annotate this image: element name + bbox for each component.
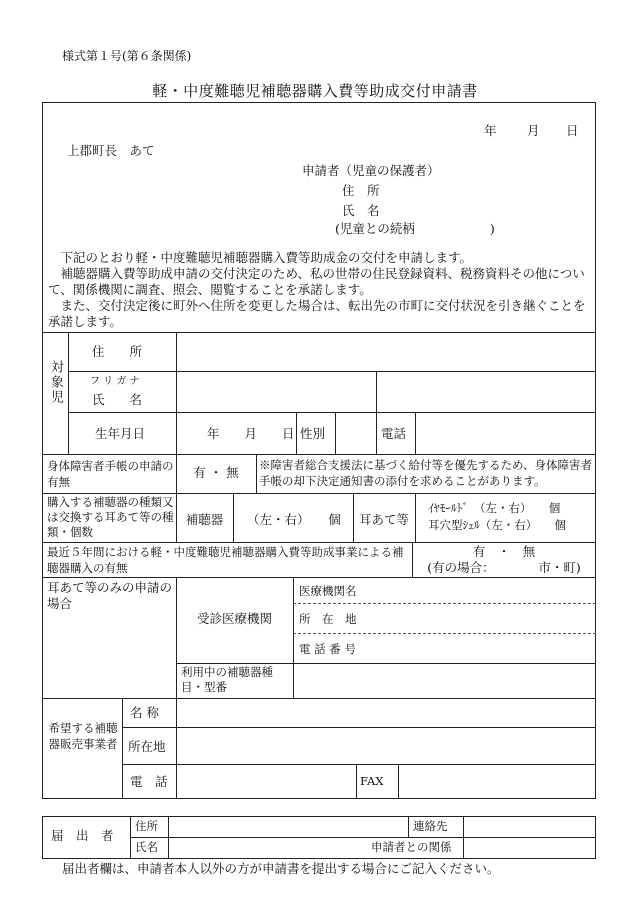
child-furigana-label: フ リ ガ ナ bbox=[90, 376, 140, 387]
applicant-name-label: 氏 名 bbox=[342, 203, 380, 218]
applicant-heading: 申請者（児童の保護者） bbox=[302, 163, 440, 178]
earmold-line-1: ｲﾔﾓｰﾙﾄﾞ （左・右） 個 bbox=[428, 501, 561, 515]
notifier-name-label: 氏名 bbox=[135, 840, 158, 854]
past-purchase-label: 最近５年間における軽・中度難聴児補聴器購入費等助成事業による補聴器購入の有無 bbox=[47, 545, 404, 575]
earmold-line-2: 耳穴型ｼｪﾙ（左・右） 個 bbox=[428, 518, 566, 532]
disability-handbook-label: 身体障害者手帳の申請の有無 bbox=[47, 459, 174, 489]
past-purchase-detail: (有の場合： 市・町) bbox=[427, 560, 581, 575]
date-month: 月 bbox=[527, 123, 540, 138]
declaration-paragraph-1: 下記のとおり軽・中度難聴児補聴器購入費等助成金の交付を申請します。 bbox=[60, 250, 473, 265]
clinic-name-label: 医療機関名 bbox=[299, 584, 357, 598]
vendor-label: 希望する補聴器販売事業者 bbox=[48, 721, 118, 751]
notifier-address-label: 住所 bbox=[135, 819, 158, 833]
child-name-label: 氏 名 bbox=[92, 392, 143, 407]
hearing-aid-label: 補聴器 bbox=[185, 512, 224, 527]
notifier-label: 届 出 者 bbox=[51, 828, 114, 843]
child-birth-format: 年 月 日 bbox=[207, 426, 295, 441]
earmold-label: 耳あて等 bbox=[358, 512, 409, 527]
past-purchase-choice: 有 ・ 無 bbox=[472, 544, 536, 559]
vendor-address-label: 所在地 bbox=[128, 739, 166, 754]
notifier-relation-label: 申請者との関係 bbox=[371, 840, 452, 854]
vendor-phone-label: 電 話 bbox=[130, 774, 168, 789]
date-day: 日 bbox=[566, 123, 579, 138]
current-hearing-aid-label: 利用中の補聴器種目・型番 bbox=[181, 665, 273, 694]
vendor-name-label: 名 称 bbox=[130, 705, 159, 720]
child-sex-label: 性別 bbox=[300, 426, 326, 441]
child-phone-label: 電話 bbox=[381, 426, 407, 441]
notifier-contact-label: 連絡先 bbox=[413, 819, 448, 833]
child-address-label: 住 所 bbox=[92, 344, 143, 359]
form-number-label: 様式第１号(第６条関係) bbox=[62, 49, 192, 63]
addressee: 上郡町長 あて bbox=[67, 143, 155, 158]
footnote: 届出者欄は、申請者本人以外の方が申請書を提出する場合にご記入ください。 bbox=[62, 861, 500, 876]
declaration-paragraph-2: 補聴器購入費等助成申請の交付決定のため、私の世帯の住民登録資料、税務資料その他について、関係機関に調査、照会、閲覧することを承諾します。 bbox=[48, 266, 585, 297]
target-child-label: 対象児 bbox=[47, 360, 63, 405]
clinic-label: 受診医療機関 bbox=[196, 611, 272, 626]
application-form-frame bbox=[42, 102, 596, 799]
vendor-fax-label: FAX bbox=[360, 774, 384, 788]
clinic-phone-label: 電 話 番 号 bbox=[299, 642, 356, 656]
purchase-type-label: 購入する補聴器の種類又は交換する耳あて等の種類・個数 bbox=[47, 495, 174, 539]
declaration-paragraph-3: また、交付決定後に町外へ住所を変更した場合は、転出先の市町に交付状況を引き継ぐことを承諾します。 bbox=[48, 298, 586, 329]
clinic-address-label: 所 在 地 bbox=[299, 612, 357, 626]
page-title: 軽・中度難聴児補聴器購入費等助成交付申請書 bbox=[152, 82, 478, 100]
earmold-only-label: 耳あて等のみの申請の場合 bbox=[47, 580, 173, 611]
date-year: 年 bbox=[484, 123, 497, 138]
disability-choice: 有 ・ 無 bbox=[193, 465, 239, 480]
hearing-aid-side: （左・右） 個 bbox=[247, 512, 341, 527]
applicant-address-label: 住 所 bbox=[342, 183, 380, 198]
disability-note: ※障害者総合支援法に基づく給付等を優先するため、身体障害者手帳の却下決定通知書の添付を求めることがあります。 bbox=[259, 458, 593, 488]
child-birth-label: 生年月日 bbox=[95, 426, 146, 441]
applicant-relation: (児童との続柄 ) bbox=[335, 221, 495, 236]
